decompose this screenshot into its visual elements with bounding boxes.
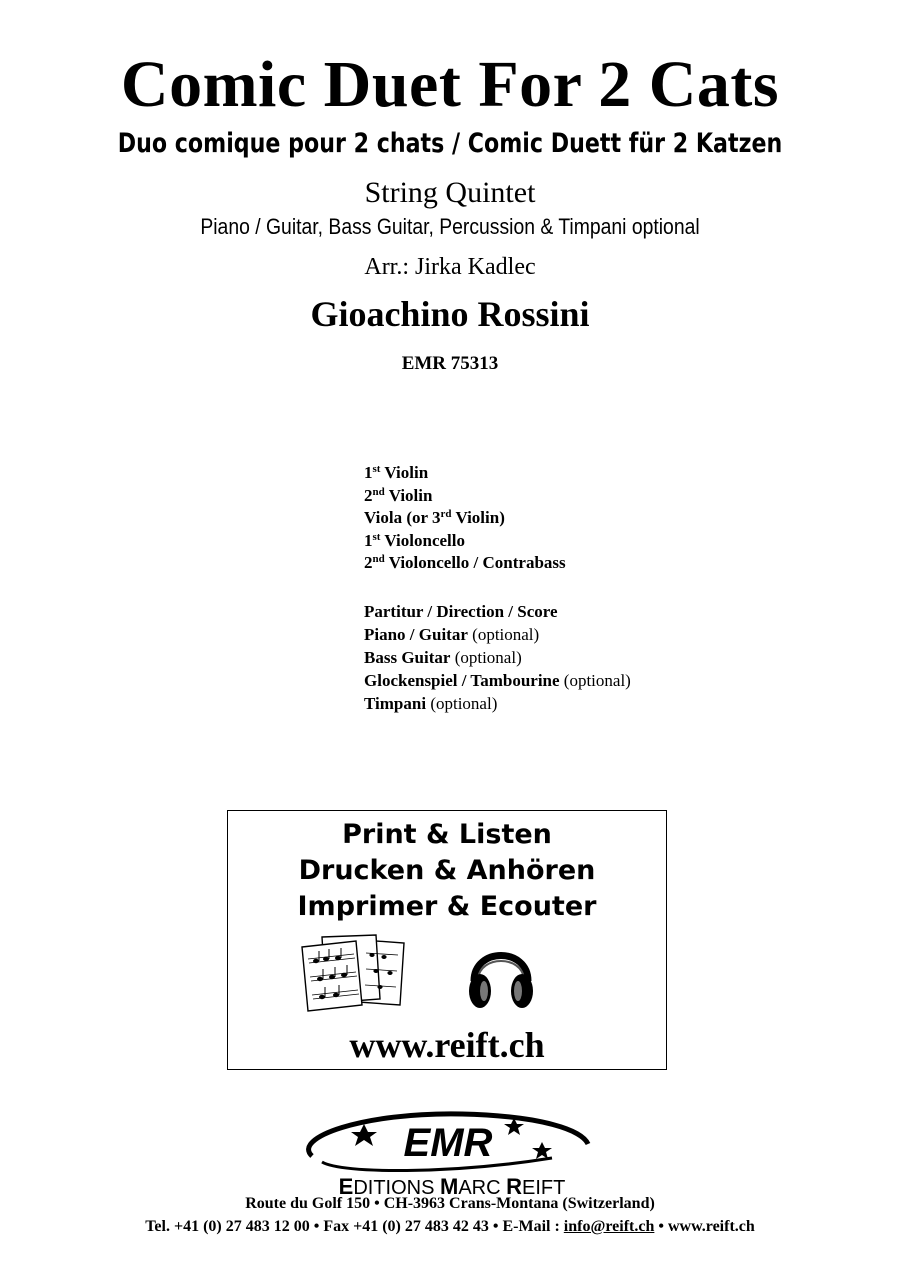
extra-item: Timpani (optional)	[364, 694, 498, 713]
svg-text:EMR: EMR	[403, 1121, 493, 1165]
catalog-number: EMR 75313	[401, 353, 499, 374]
publisher-contact: Tel. +41 (0) 27 483 12 00 • Fax +41 (0) 27 483 42 43 • E-Mail : info@reift.ch • www.reift.ch	[145, 1218, 755, 1235]
promo-line-french: Imprimer & Ecouter	[297, 891, 597, 922]
part-item: 2nd Violin	[364, 485, 433, 505]
publisher-address: Route du Golf 150 • CH-3963 Crans-Montana (Switzerland)	[245, 1195, 655, 1212]
part-item: 1st Violin	[364, 463, 429, 482]
ensemble-line: String Quintet	[364, 176, 536, 209]
piece-subtitle: Duo comique pour 2 chats / Comic Duett für 2 Katzen	[117, 128, 783, 159]
extra-item: Bass Guitar (optional)	[364, 648, 522, 667]
extra-item: Piano / Guitar (optional)	[364, 625, 540, 644]
extra-item: Glockenspiel / Tambourine (optional)	[364, 671, 631, 690]
promo-line-english: Print & Listen	[342, 819, 552, 850]
print-listen-box	[227, 810, 667, 1070]
svg-text:EDITIONS MARC REIFT: EDITIONS MARC REIFT	[338, 1174, 566, 1198]
piece-title: Comic Duet For 2 Cats	[120, 48, 780, 121]
sheet-music-icon	[300, 933, 410, 1013]
optional-instruments-line: Piano / Guitar, Bass Guitar, Percussion & Timpani optional	[200, 214, 700, 239]
part-item: 2nd Violoncello / Contrabass	[364, 553, 566, 573]
promo-website-link[interactable]: www.reift.ch	[349, 1025, 545, 1065]
parts-list	[364, 462, 566, 575]
headphones-icon	[464, 935, 538, 1011]
extras-list	[364, 600, 631, 715]
part-item: 1st Violoncello	[364, 530, 465, 550]
arranger-line: Arr.: Jirka Kadlec	[364, 254, 536, 280]
part-item: Viola (or 3rd Violin)	[364, 508, 505, 528]
composer-name: Gioachino Rossini	[310, 294, 590, 334]
email-link[interactable]: info@reift.ch	[563, 1218, 655, 1235]
extra-item: Partitur / Direction / Score	[364, 602, 558, 621]
emr-logo	[252, 1108, 652, 1198]
promo-line-german: Drucken & Anhören	[298, 855, 596, 886]
